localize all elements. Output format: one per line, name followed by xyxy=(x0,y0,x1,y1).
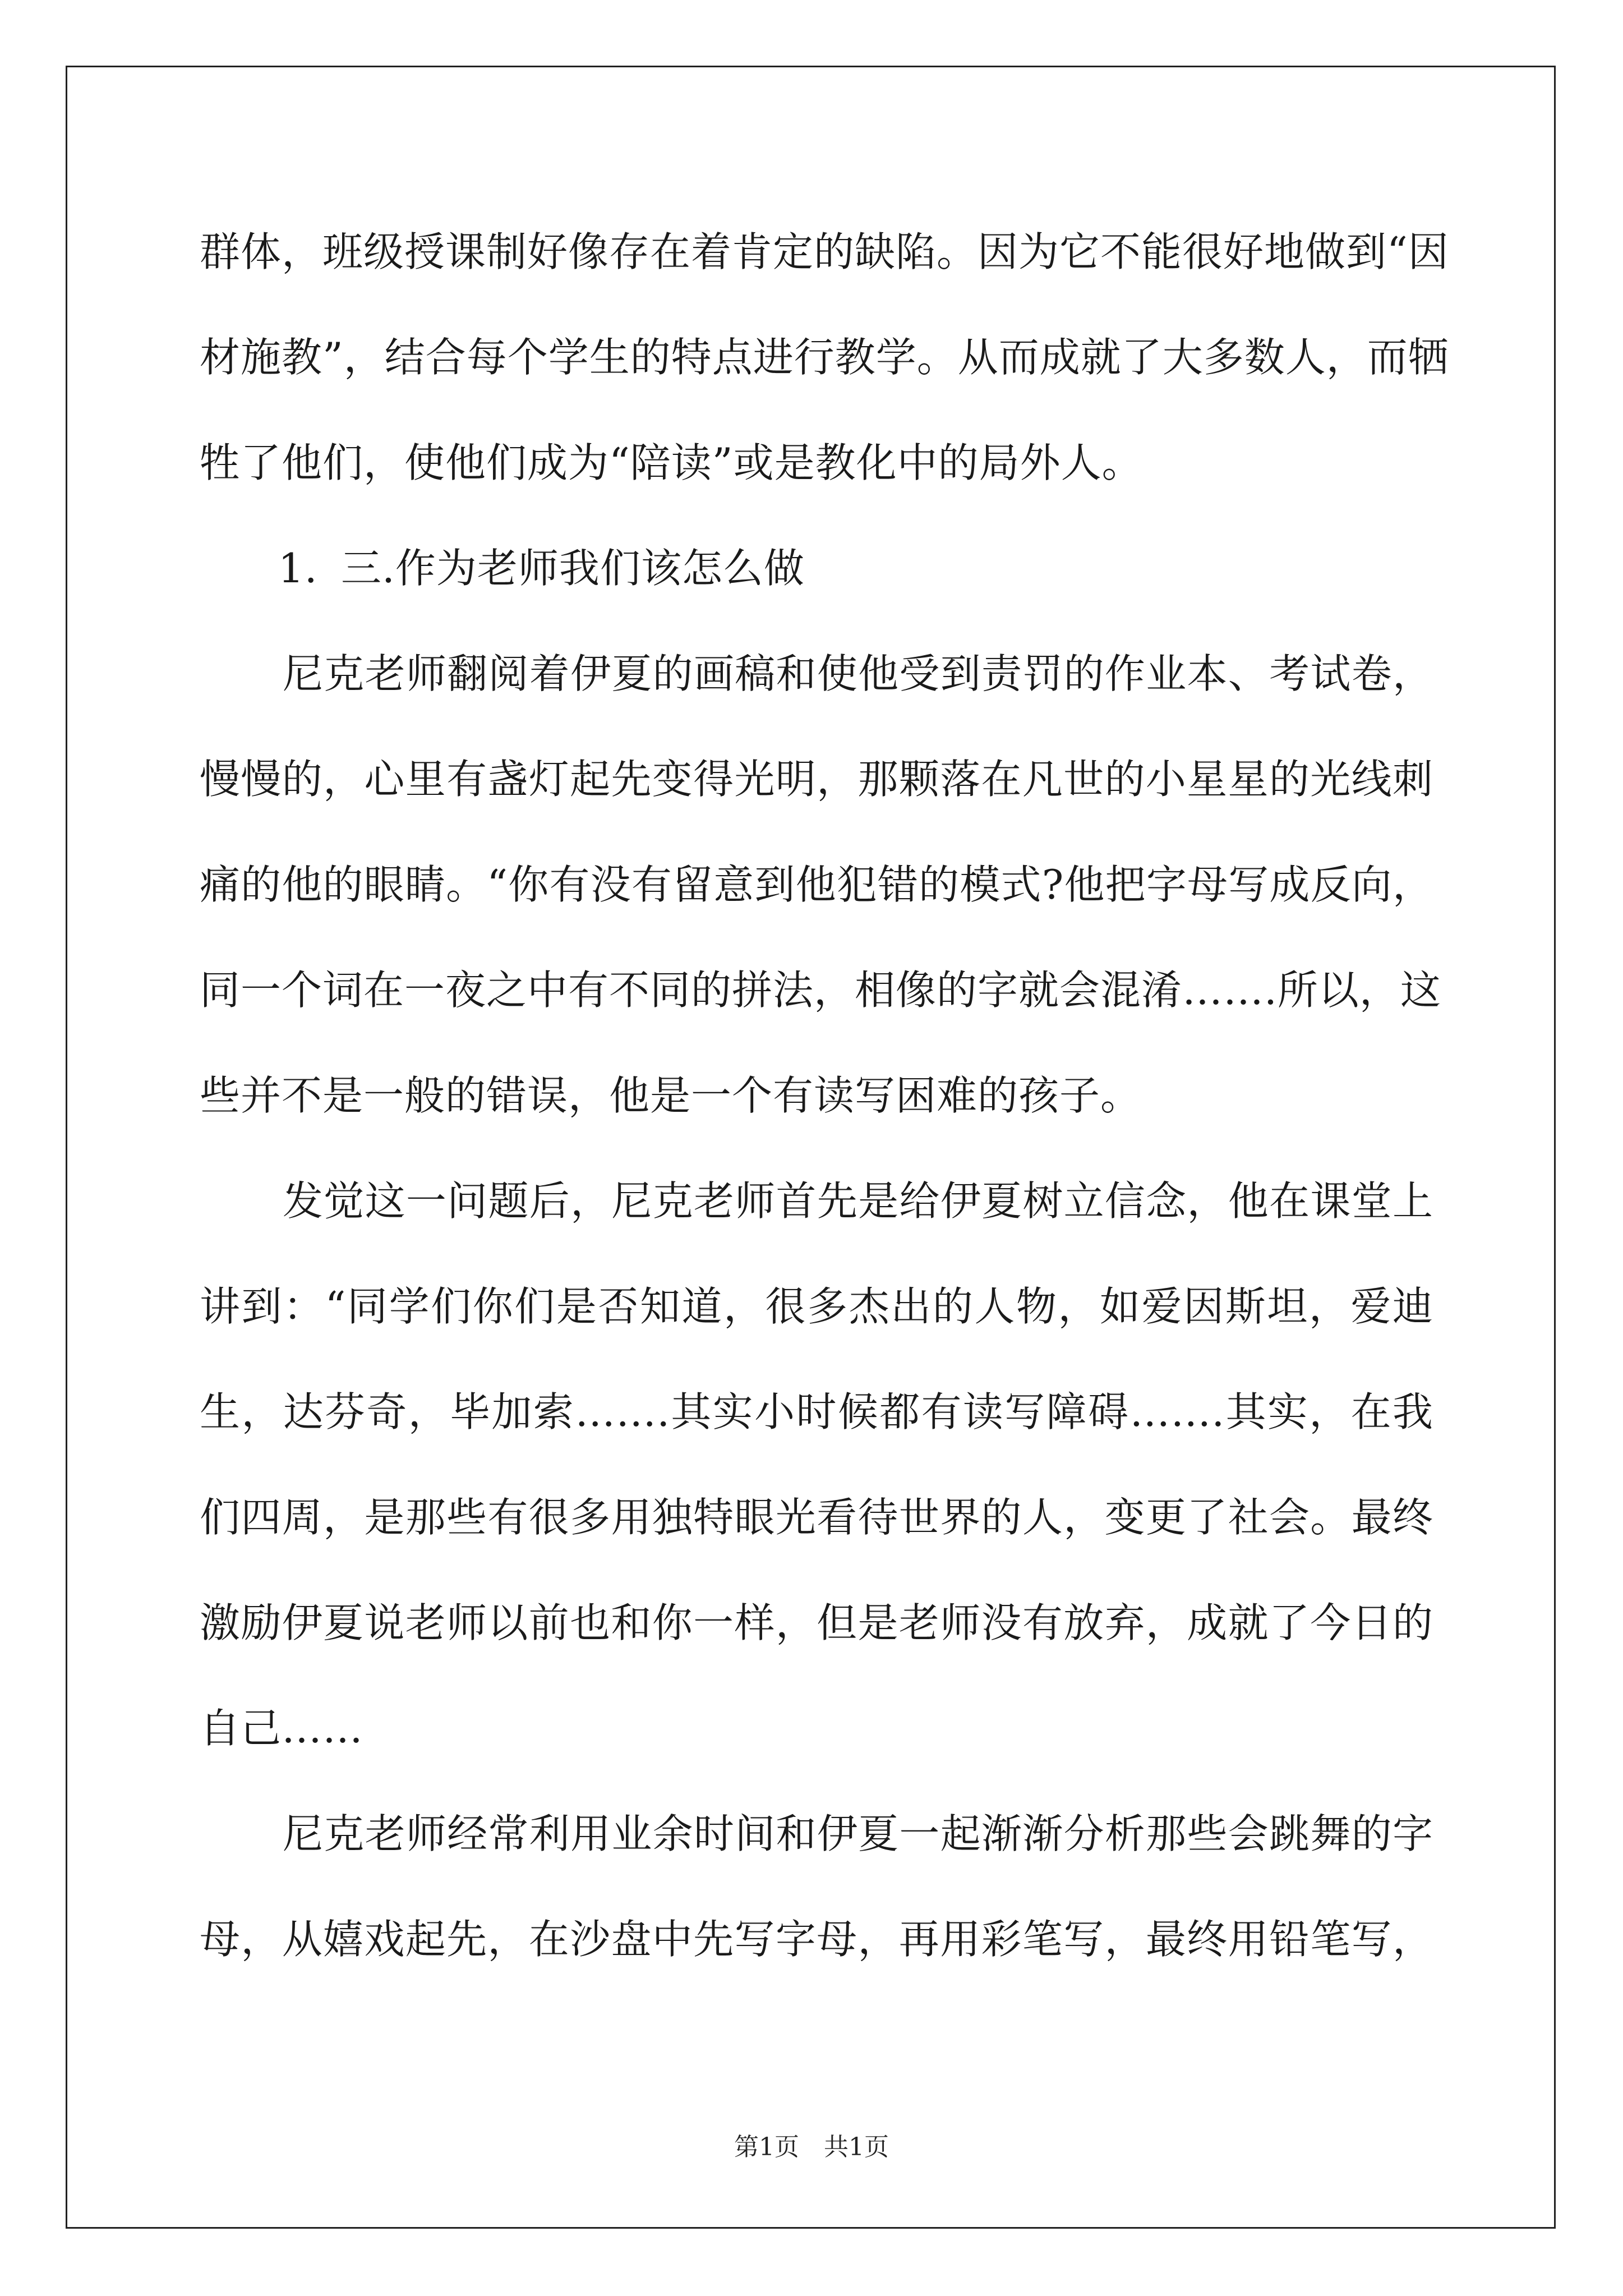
paragraph-line: 痛的他的眼睛。“你有没有留意到他犯错的模式?他把字母写成反向， xyxy=(200,861,1433,908)
heading-text: 三.作为老师我们该怎么做 xyxy=(341,545,805,592)
paragraph-line: 尼克老师翻阅着伊夏的画稿和使他受到责罚的作业本、考试卷， xyxy=(283,650,1433,697)
paragraph-line: 材施教”，结合每个学生的特点进行教学。从而成就了大多数人，而牺 xyxy=(200,334,1449,381)
page-number-total: 共1页 xyxy=(824,2133,889,2161)
paragraph-line: 同一个词在一夜之中有不同的拼法，相像的字就会混淆…….所以，这 xyxy=(200,967,1441,1014)
paragraph-line: 些并不是一般的错误，他是一个有读写困难的孩子。 xyxy=(200,1072,1142,1119)
paragraph-line: 发觉这一问题后，尼克老师首先是给伊夏树立信念，他在课堂上 xyxy=(283,1177,1433,1225)
paragraph-line: 群体，班级授课制好像存在着肯定的缺陷。因为它不能很好地做到“因 xyxy=(200,228,1449,275)
page-footer xyxy=(0,2131,1623,2164)
paragraph-line: 讲到：“同学们你们是否知道，很多杰出的人物，如爱因斯坦，爱迪 xyxy=(200,1283,1433,1330)
paragraph-line: 生，达芬奇，毕加索…….其实小时候都有读写障碍…….其实，在我 xyxy=(200,1388,1433,1435)
paragraph-line: 激励伊夏说老师以前也和你一样，但是老师没有放弃，成就了今日的 xyxy=(200,1599,1433,1646)
paragraph-line: 牲了他们，使他们成为“陪读”或是教化中的局外人。 xyxy=(200,439,1143,486)
paragraph-line: 尼克老师经常利用业余时间和伊夏一起渐渐分析那些会跳舞的字 xyxy=(283,1810,1433,1857)
paragraph-line: 母，从嬉戏起先，在沙盘中先写字母，再用彩笔写，最终用铅笔写， xyxy=(200,1916,1433,1963)
page-number-current: 第1页 xyxy=(734,2133,799,2161)
section-heading xyxy=(200,516,1433,621)
paragraph-line: 慢慢的，心里有盏灯起先变得光明，那颗落在凡世的小星星的光线刺 xyxy=(200,756,1433,803)
paragraph-line: 们四周，是那些有很多用独特眼光看待世界的人，变更了社会。最终 xyxy=(200,1494,1433,1541)
paragraph-line: 自己…… xyxy=(200,1705,364,1752)
document-body xyxy=(200,199,1449,1992)
heading-number: 1. xyxy=(278,545,318,592)
